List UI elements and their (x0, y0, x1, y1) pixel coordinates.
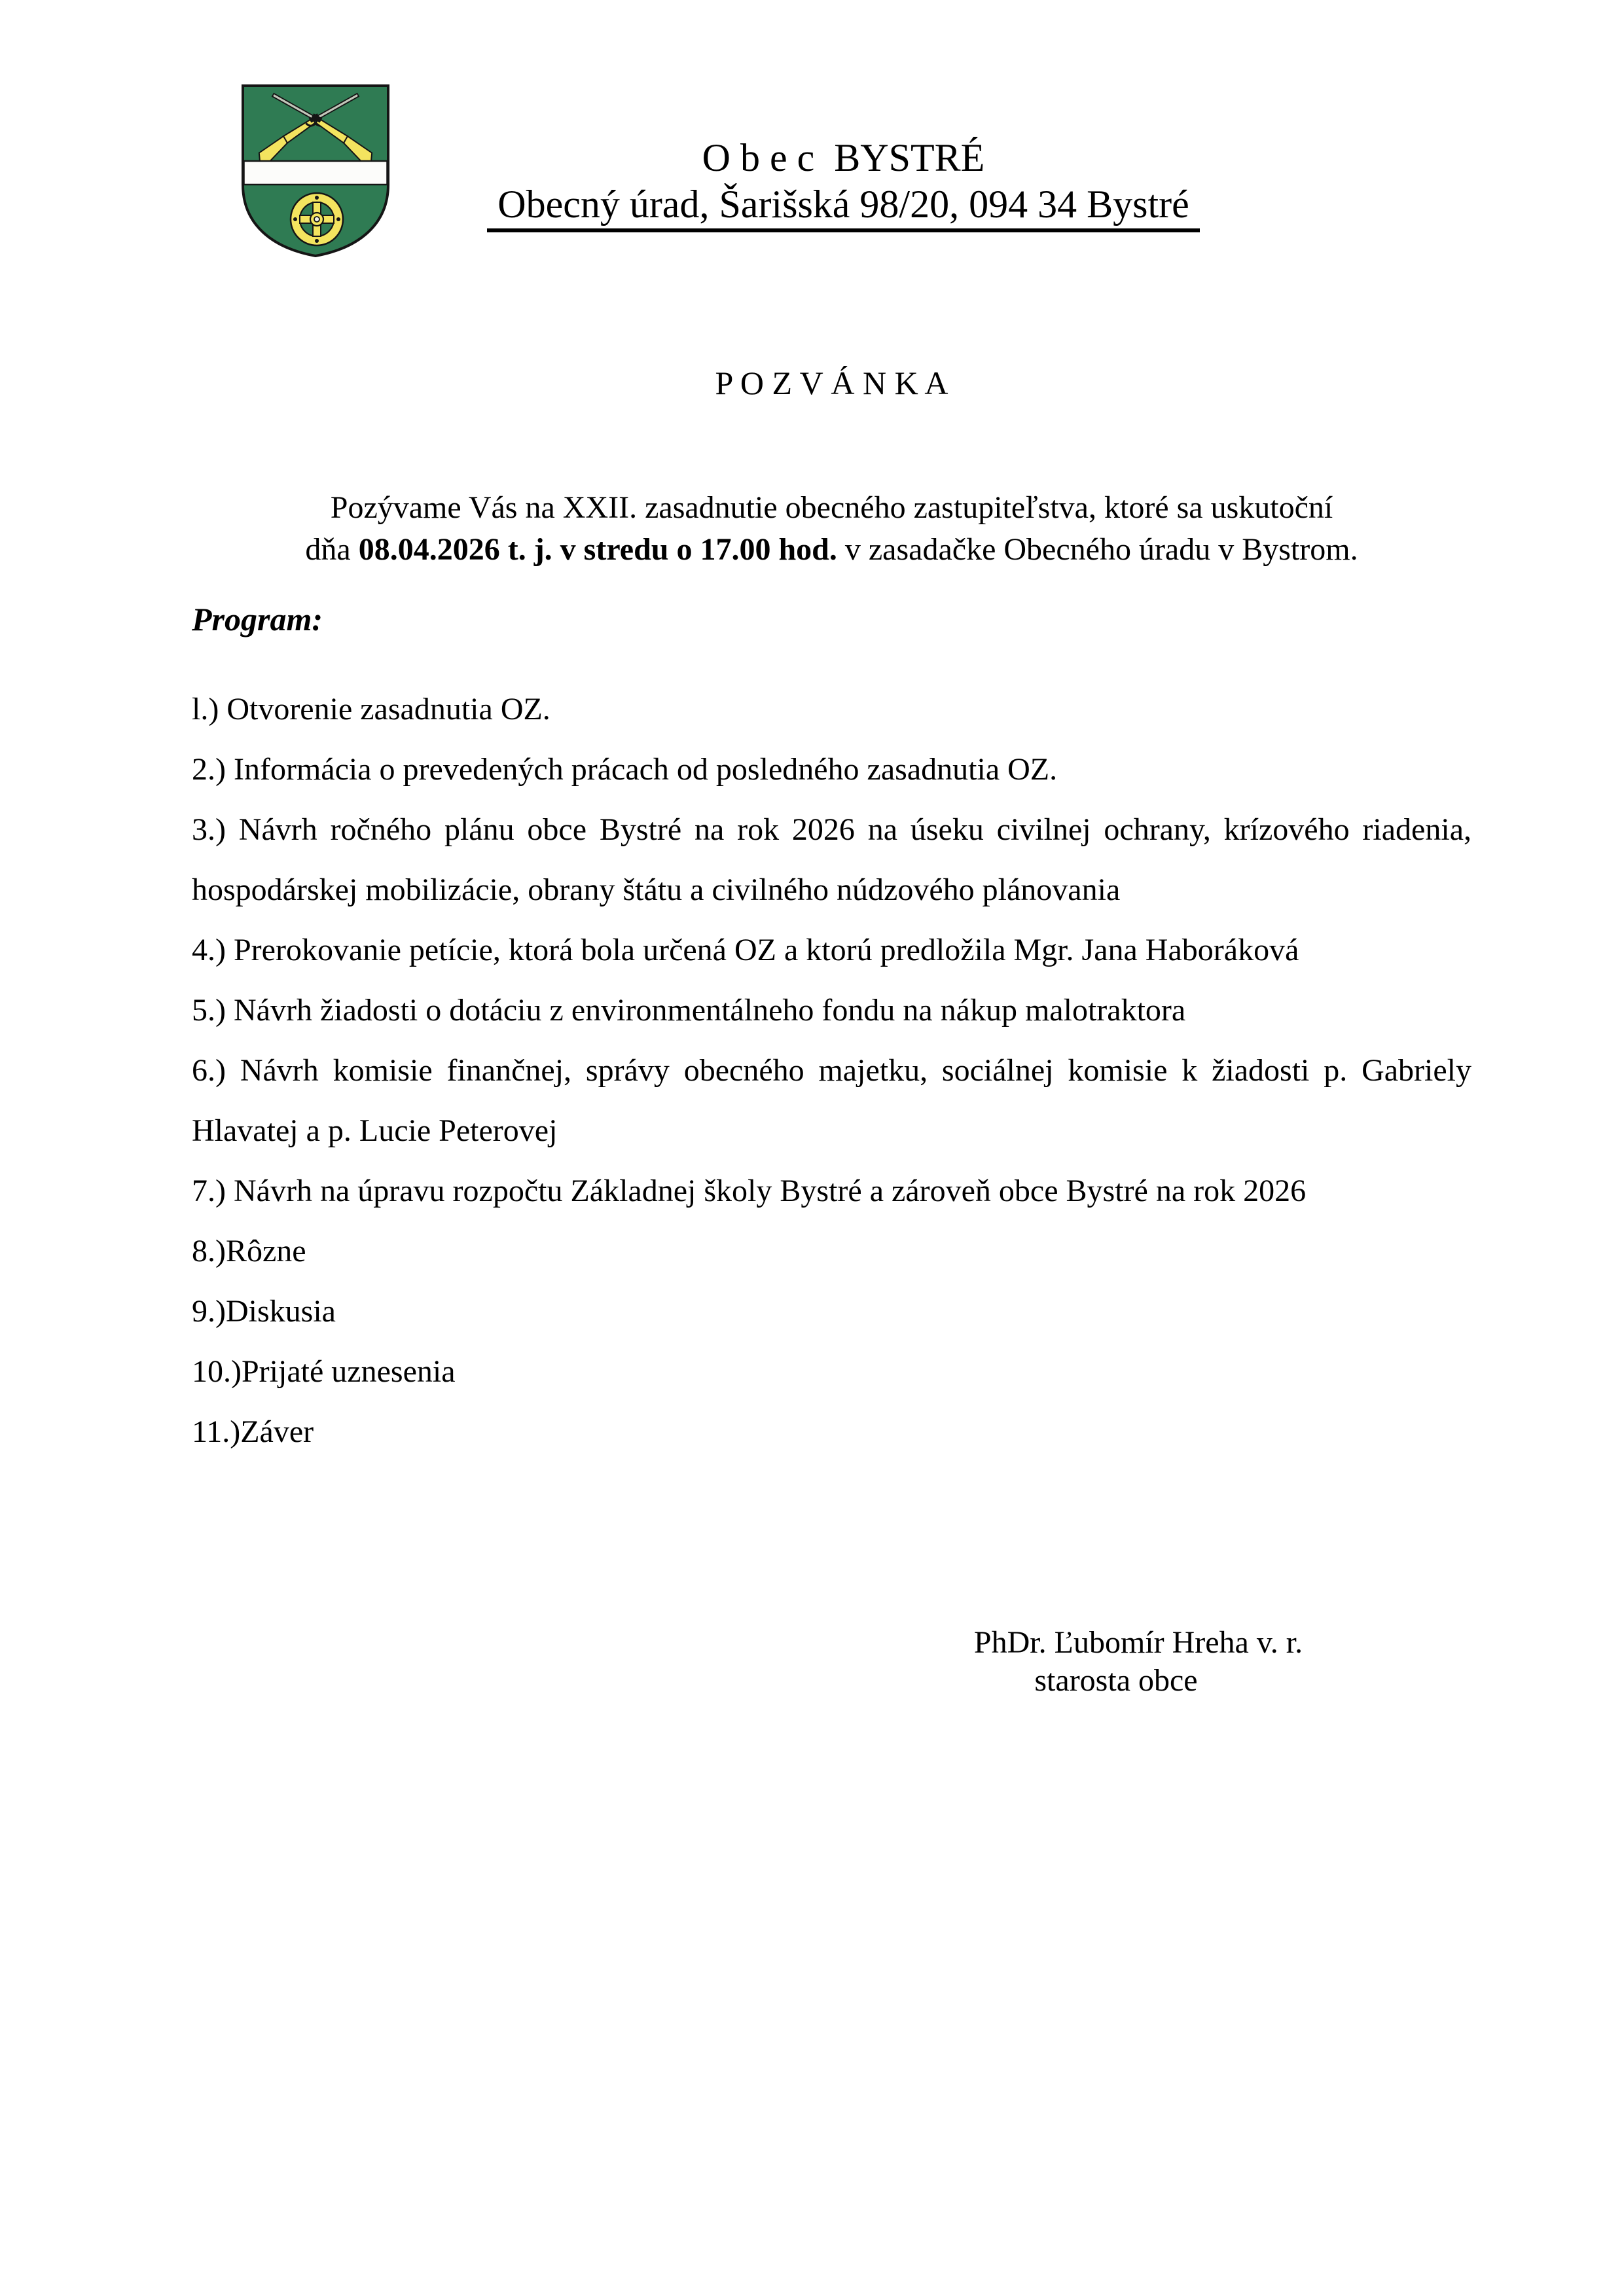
program-item-line: Hlavatej a p. Lucie Peterovej (192, 1113, 558, 1148)
program-item-line: 8.)Rôzne (192, 1234, 306, 1268)
program-item-line: 11.)Záver (192, 1414, 314, 1449)
program-item-line: l.) Otvorenie zasadnutia OZ. (192, 692, 550, 726)
header-municipality: O b e c BYSTRÉ (702, 136, 985, 179)
header-address-text: Obecný úrad, Šarišská 98/20, 094 34 Bystré (487, 183, 1200, 232)
program-item-line: 5.) Návrh žiadosti o dotáciu z environmentálneho fondu na nákup malotraktora (192, 993, 1186, 1028)
intro-date-prefix: dňa (305, 532, 359, 567)
program-item-line: 7.) Návrh na úpravu rozpočtu Základnej školy Bystré a zároveň obce Bystré na rok 2026 (192, 1174, 1307, 1208)
program-item-line: 9.)Diskusia (192, 1294, 336, 1329)
program-item-line: 6.) Návrh komisie finančnej, správy obecného majetku, sociálnej komisie k žiadosti p. Gabriely (192, 1053, 1471, 1088)
program-heading: Program: (192, 601, 323, 637)
signature-role: starosta obce (1034, 1663, 1198, 1698)
intro-date-bold: 08.04.2026 t. j. v stredu o 17.00 hod. (358, 532, 837, 567)
intro-paragraph (20, 487, 1624, 571)
program-item-line: 3.) Návrh ročného plánu obce Bystré na rok 2026 na úseku civilnej ochrany, krízového riadenia, (192, 812, 1471, 847)
intro-date-suffix: v zasadačke Obecného úradu v Bystrom. (837, 532, 1358, 567)
program-item-line: 4.) Prerokovanie petície, ktorá bola určená OZ a ktorú predložila Mgr. Jana Haboráková (192, 933, 1299, 967)
header-address (31, 181, 1624, 228)
program-item-line: 10.)Prijaté uznesenia (192, 1354, 456, 1389)
program-item-line: hospodárskej mobilizácie, obrany štátu a civilného núdzového plánovania (192, 872, 1121, 907)
program-list (192, 679, 1471, 1462)
document-title: P O Z V Á N K A (715, 365, 948, 401)
intro-line-1: Pozývame Vás na XXII. zasadnutie obecného zastupiteľstva, ktoré sa uskutoční (330, 490, 1333, 525)
intro-line-2 (20, 529, 1624, 571)
program-item-line: 2.) Informácia o prevedených prácach od posledného zasadnutia OZ. (192, 752, 1058, 787)
signature-block (942, 1624, 1335, 1700)
signature-name: PhDr. Ľubomír Hreha v. r. (973, 1625, 1303, 1660)
